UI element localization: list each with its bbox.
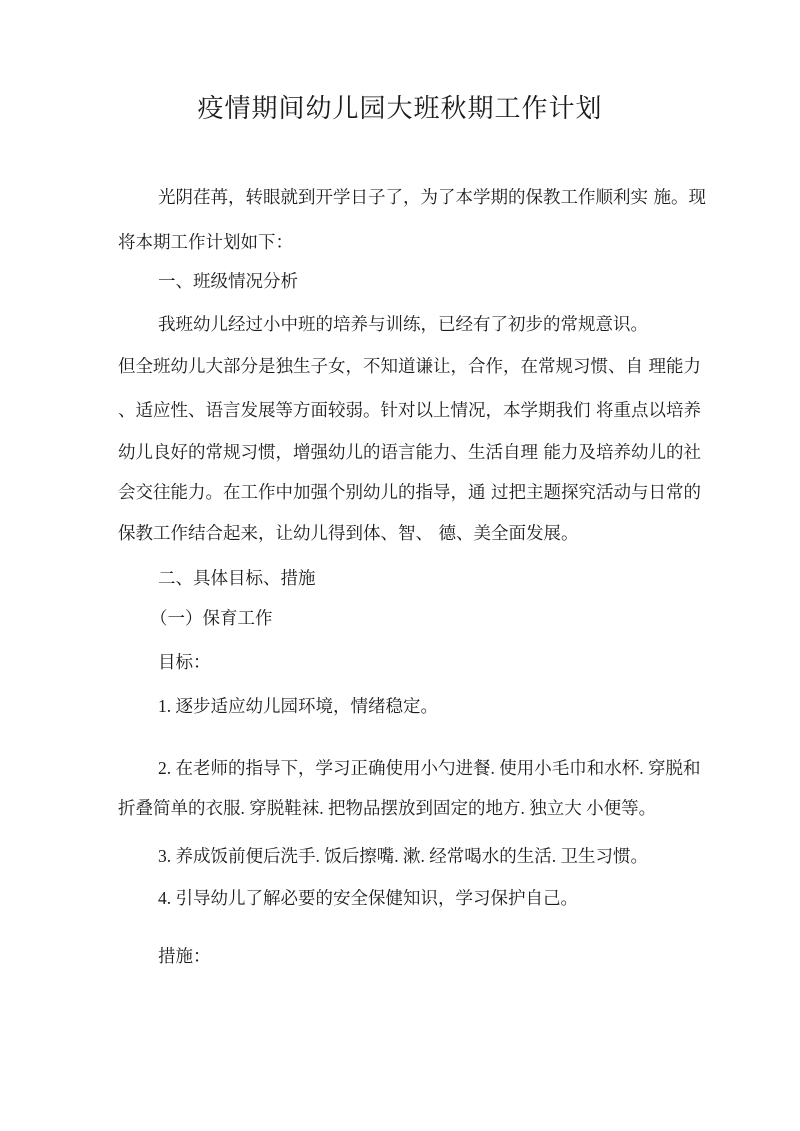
subsection1-heading: （一）保育工作 xyxy=(150,609,273,629)
document-title: 疫情期间幼儿园大班秋期工作计划 xyxy=(197,94,603,124)
section1-line-2: 但全班幼儿大部分是独生子女，不知道谦让，合作，在常规习惯、自 理能力 xyxy=(118,357,702,377)
section1-heading: 一、班级情况分析 xyxy=(158,272,298,292)
section1-line-4: 幼儿良好的常规习惯，增强幼儿的语言能力、生活自理 能力及培养幼儿的社 xyxy=(118,443,702,463)
goal-4: 4. 引导幼儿了解必要的安全保健知识，学习保护自己。 xyxy=(158,888,578,908)
intro-line-2: 将本期工作计划如下： xyxy=(118,233,293,253)
section1-line-3: 、适应性、语言发展等方面较弱。针对以上情况，本学期我们 将重点以培养 xyxy=(118,401,702,421)
goals-label: 目标： xyxy=(158,653,211,673)
goal-2-line-1: 2. 在老师的指导下，学习正确使用小勺进餐. 使用小毛巾和水杯. 穿脱和 xyxy=(158,758,701,778)
section1-line-6: 保教工作结合起来，让幼儿得到体、智、 德、美全面发展。 xyxy=(118,524,579,544)
section2-heading: 二、具体目标、措施 xyxy=(158,569,316,589)
goal-1: 1. 逐步适应幼儿园环境，情绪稳定。 xyxy=(158,696,438,716)
goal-3: 3. 养成饭前便后洗手. 饭后擦嘴. 漱. 经常喝水的生活. 卫生习惯。 xyxy=(158,846,648,866)
section1-line-1: 我班幼儿经过小中班的培养与训练，已经有了初步的常规意识。 xyxy=(158,315,648,335)
goal-2-line-2: 折叠简单的衣服. 穿脱鞋袜. 把物品摆放到固定的地方. 独立大 小便等。 xyxy=(118,798,657,818)
measures-label: 措施： xyxy=(158,947,211,967)
section1-line-5: 会交往能力。在工作中加强个别幼儿的指导，通 过把主题探究活动与日常的 xyxy=(118,483,702,503)
intro-line-1: 光阴荏苒，转眼就到开学日子了，为了本学期的保教工作顺利实 施。现 xyxy=(158,188,707,208)
